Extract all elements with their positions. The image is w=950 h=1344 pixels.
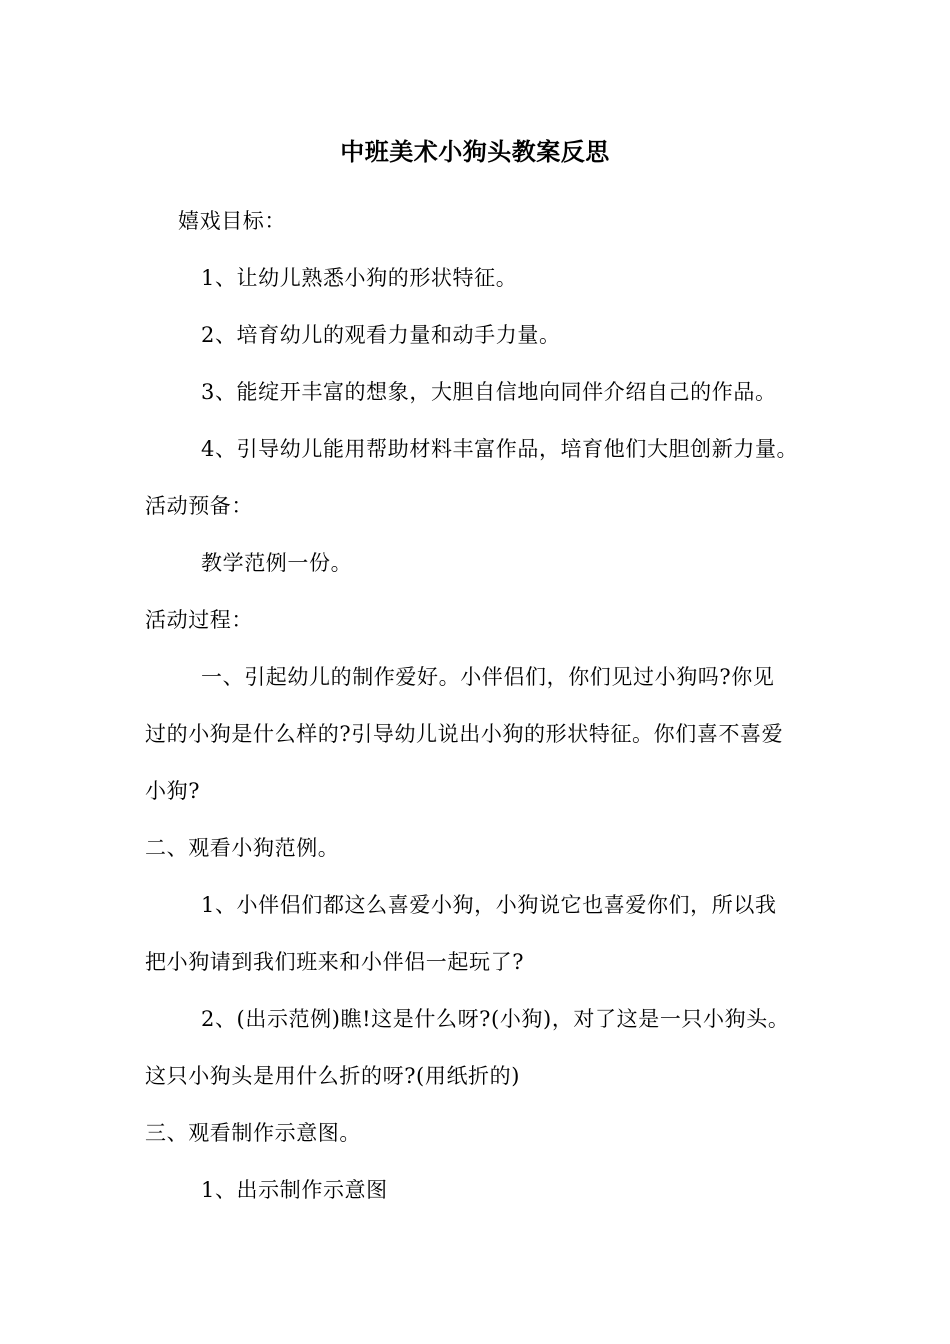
paragraph-line: 一、引起幼儿的制作爱好。小伴侣们，你们见过小狗吗?你见	[201, 665, 775, 689]
paragraph-line: 把小狗请到我们班来和小伴侣一起玩了?	[145, 950, 525, 974]
paragraph-line: 过的小狗是什么样的?引导幼儿说出小狗的形状特征。你们喜不喜爱	[145, 722, 784, 746]
goal-item-4: 4、引导幼儿能用帮助材料丰富作品，培育他们大胆创新力量。	[201, 437, 799, 461]
section-heading-preparation: 活动预备：	[145, 494, 253, 518]
preparation-text: 教学范例一份。	[201, 551, 353, 575]
paragraph-line: 1、出示制作示意图	[201, 1178, 388, 1202]
step-heading: 三、观看制作示意图。	[145, 1121, 361, 1145]
step-heading: 二、观看小狗范例。	[145, 836, 340, 860]
paragraph-line: 2、(出示范例)瞧!这是什么呀?(小狗)，对了这是一只小狗头。	[201, 1007, 790, 1031]
goal-item-3: 3、能绽开丰富的想象，大胆自信地向同伴介绍自己的作品。	[201, 380, 777, 404]
goal-item-1: 1、让幼儿熟悉小狗的形状特征。	[201, 266, 518, 290]
paragraph-line: 1、小伴侣们都这么喜爱小狗，小狗说它也喜爱你们，所以我	[201, 893, 777, 917]
document-title: 中班美术小狗头教案反思	[340, 137, 610, 166]
goal-item-2: 2、培育幼儿的观看力量和动手力量。	[201, 323, 561, 347]
section-heading-goals: 嬉戏目标：	[178, 209, 286, 233]
section-heading-process: 活动过程：	[145, 608, 253, 632]
paragraph-line: 这只小狗头是用什么折的呀?(用纸折的)	[145, 1064, 521, 1088]
paragraph-line: 小狗?	[145, 779, 201, 803]
